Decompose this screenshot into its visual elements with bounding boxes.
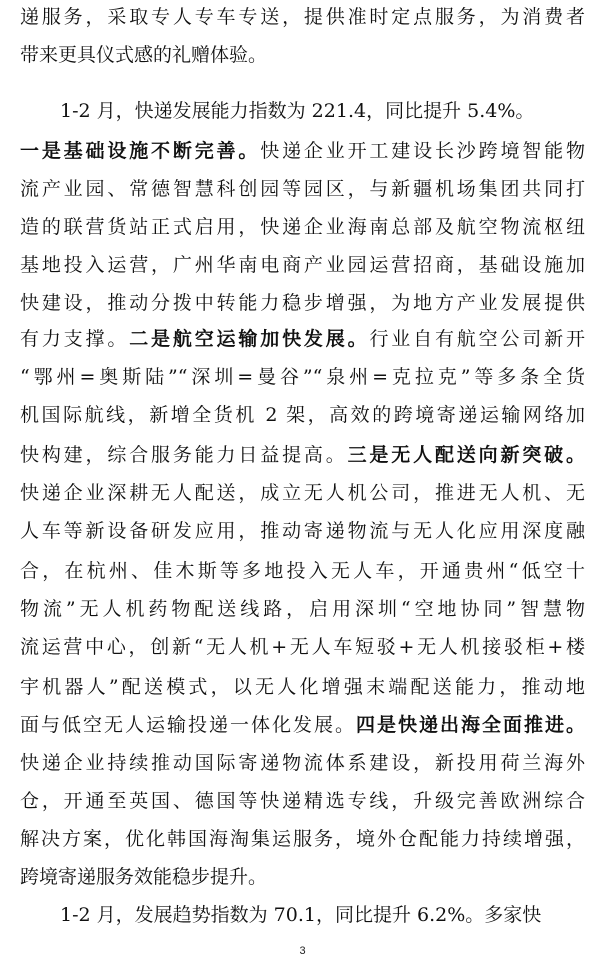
paragraph-line [20, 136, 585, 166]
paragraph-line [20, 2, 585, 32]
paragraph-line [20, 212, 585, 242]
body-text: 快构建，综合服务能力日益提高。 [20, 444, 348, 466]
body-text: 合，在杭州、佳木斯等多地投入无人车，开通贵州“低空十 [20, 560, 585, 582]
body-text: 1-2 月，快递发展能力指数为 221.4，同比提升 5.4%。 [60, 100, 535, 122]
paragraph-line [20, 632, 585, 662]
paragraph-line [20, 710, 585, 740]
paragraph-line [20, 288, 585, 318]
paragraph-line [20, 748, 585, 778]
paragraph-line [20, 900, 585, 930]
body-text: 仓，开通至英国、德国等快递精选专线，升级完善欧洲综合 [20, 790, 585, 812]
paragraph-line [20, 40, 585, 70]
body-text: 跨境寄递服务效能稳步提升。 [20, 866, 268, 888]
body-text: 流产业园、常德智慧科创园等园区，与新疆机场集团共同打 [20, 178, 585, 200]
body-text: 物流”无人机药物配送线路，启用深圳“空地协同”智慧物 [20, 598, 585, 620]
body-text: 1-2 月，发展趋势指数为 70.1，同比提升 6.2%。多家快 [60, 904, 542, 926]
paragraph-line [20, 516, 585, 546]
body-text: 快递企业持续推动国际寄递物流体系建设，新投用荷兰海外 [20, 752, 585, 774]
body-text: 快递企业深耕无人配送，成立无人机公司，推进无人机、无 [20, 482, 585, 504]
paragraph-line [20, 862, 585, 892]
paragraph-line [20, 96, 585, 126]
body-text: 有力支撑。 [20, 328, 130, 350]
paragraph-line [20, 824, 585, 854]
paragraph-line [20, 362, 585, 392]
body-text: “鄂州=奥斯陆”“深圳=曼谷”“泉州=克拉克”等多条全货 [20, 366, 585, 388]
body-text: 面与低空无人运输投递一体化发展。 [20, 714, 356, 736]
body-text: 解决方案，优化韩国海淘集运服务，境外仓配能力持续增强， [20, 828, 585, 850]
paragraph-line [20, 174, 585, 204]
bold-heading-text: 一是基础设施不断完善。 [20, 140, 261, 162]
body-text: 宇机器人”配送模式，以无人化增强末端配送能力，推动地 [20, 676, 585, 698]
body-text: 带来更具仪式感的礼赠体验。 [20, 44, 268, 66]
body-text: 基地投入运营，广州华南电商产业园运营招商，基础设施加 [20, 254, 585, 276]
page-number: 3 [299, 945, 306, 957]
bold-heading-text: 四是快递出海全面推进。 [355, 714, 585, 736]
paragraph-line [20, 672, 585, 702]
bold-heading-text: 二是航空运输加快发展。 [129, 328, 370, 350]
body-text: 行业自有航空公司新开 [369, 328, 585, 350]
body-text: 流运营中心，创新“无人机+无人车短驳+无人机接驳柜+楼 [20, 636, 585, 658]
paragraph-line [20, 786, 585, 816]
paragraph-line [20, 556, 585, 586]
body-text: 人车等新设备研发应用，推动寄递物流与无人化应用深度融 [20, 520, 585, 542]
paragraph-line [20, 440, 585, 470]
body-text: 造的联营货站正式启用，快递企业海南总部及航空物流枢纽 [20, 216, 585, 238]
body-text: 递服务，采取专人专车专送，提供准时定点服务，为消费者 [20, 6, 585, 28]
paragraph-line [20, 594, 585, 624]
body-text: 快建设，推动分拨中转能力稳步增强，为地方产业发展提供 [20, 292, 585, 314]
body-text: 机国际航线，新增全货机 2 架，高效的跨境寄递运输网络加 [20, 404, 585, 426]
paragraph-line [20, 400, 585, 430]
body-text: 快递企业开工建设长沙跨境智能物 [260, 140, 585, 162]
paragraph-line [20, 250, 585, 280]
bold-heading-text: 三是无人配送向新突破。 [347, 444, 585, 466]
paragraph-line [20, 478, 585, 508]
paragraph-line [20, 324, 585, 354]
